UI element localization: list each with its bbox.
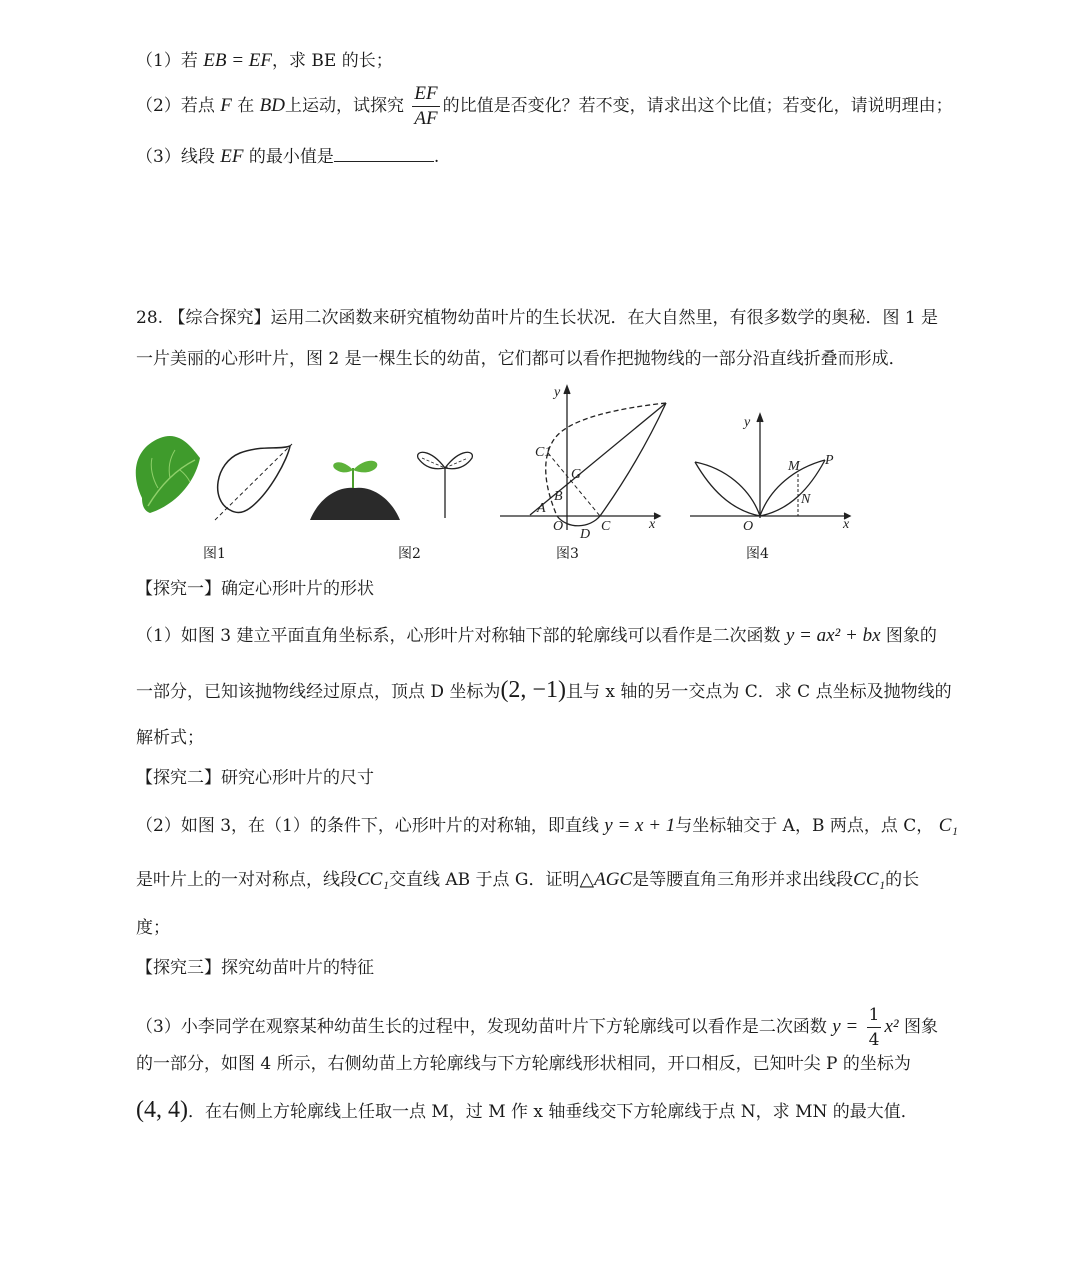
explore1-line2: 一部分，已知该抛物线经过原点，顶点 D 坐标为(2, −1)且与 x 轴的另一交点为 C．求 C 点坐标及抛物线的 <box>136 677 952 703</box>
fraction-one-quarter: $\frac{1}{4}$ <box>868 1005 880 1050</box>
explore3-title: 【探究三】探究幼苗叶片的特征 <box>136 958 374 978</box>
caption-fig1: 图1 <box>203 546 226 562</box>
fig3-upper-curve <box>546 403 666 516</box>
explore2-line1: （2）如图 3，在（1）的条件下，心形叶片的对称轴，即直线 y = x + 1与坐标轴交于 A，B 两点，点 C， C₁ <box>136 815 958 836</box>
e1-function: y = ax² + bx <box>785 625 881 646</box>
answer-blank <box>334 143 434 162</box>
fig4-label-o: O <box>743 519 754 534</box>
line-ab-equation: y = x + 1 <box>604 815 676 836</box>
explore3-line3: (4, 4)．在右侧上方轮廓线上任取一点 M，过 M 作 x 轴垂线交下方轮廓线于点 N，求 MN 的最大值． <box>136 1097 918 1123</box>
figure1-leaf-outline <box>215 444 292 520</box>
fig4-label-p: P <box>825 453 834 468</box>
leaf-tip-p: (4, 4) <box>136 1097 188 1123</box>
prev-part-3: （3）线段 EF 的最小值是 . <box>136 143 439 169</box>
fraction-ef-af: $\frac{EF}{AF}$ <box>414 83 438 129</box>
explore2-line3: 度； <box>136 918 170 938</box>
fig3-label-b: B <box>554 489 563 504</box>
fig3-lower-parabola <box>557 403 666 526</box>
fig3-label-x: x <box>649 517 656 532</box>
fig3-label-d: D <box>580 527 591 542</box>
prev-part-1: （1）若 EB = EF，求 BE 的长； <box>136 50 393 71</box>
explore1-title: 【探究一】确定心形叶片的形状 <box>136 579 374 599</box>
fig4-label-x: x <box>843 517 850 532</box>
fig3-label-o: O <box>553 519 564 534</box>
vertex-d: (2, −1) <box>500 677 566 703</box>
caption-fig3: 图3 <box>556 546 579 562</box>
fig3-label-g: G <box>571 467 582 482</box>
fig3-label-a: A <box>537 501 546 516</box>
prev-part-2: （2）若点 F 在 BD上运动，试探究 $\frac{EF}{AF}$ 的比值是否变化？若不变，请求出这个比值；若变化，请说明理由； <box>136 83 953 129</box>
explore1-line3: 解析式； <box>136 728 204 748</box>
figures-row <box>130 378 870 543</box>
explore2-line2: 是叶片上的一对对称点，线段CC₁交直线 AB 于点 G．证明△AGC是等腰直角三角形并求出线段CC₁的长 <box>136 869 920 890</box>
caption-fig4: 图4 <box>746 546 769 562</box>
fig3-label-c: C <box>601 519 611 534</box>
fig4-label-y: y <box>744 415 751 430</box>
figure1-leaf-photo <box>136 436 200 513</box>
eq-eb-ef: EB = EF <box>203 50 272 71</box>
fig3-label-y: y <box>554 385 561 400</box>
explore3-line2: 的一部分，如图 4 所示，右侧幼苗上方轮廓线与下方轮廓线形状相同，开口相反，已知叶尖 P 的坐标为 <box>136 1054 911 1074</box>
fig4-label-n: N <box>801 492 811 507</box>
q28-intro-line1: 28. 【综合探究】运用二次函数来研究植物幼苗叶片的生长状况．在大自然里，有很多数学的奥秘．图 1 是 <box>136 308 939 328</box>
fig3-cc1-segment <box>548 453 600 516</box>
q28-intro-line2: 一片美丽的心形叶片，图 2 是一棵生长的幼苗，它们都可以看作把抛物线的一部分沿直线折叠而形成． <box>136 349 906 369</box>
fig4-label-m: M <box>788 459 800 474</box>
figure2-seedling-outline <box>418 452 473 518</box>
explore2-title: 【探究二】研究心形叶片的尺寸 <box>136 768 374 788</box>
explore3-line1: （3）小李同学在观察某种幼苗生长的过程中，发现幼苗叶片下方轮廓线可以看作是二次函数 y = $\frac{1}{4}$ x² 图象 <box>136 1005 939 1050</box>
explore1-line1: （1）如图 3 建立平面直角坐标系，心形叶片对称轴下部的轮廓线可以看作是二次函数 y = ax² + bx 图象的 <box>136 625 937 646</box>
figure2-seedling-photo <box>310 461 400 520</box>
figure3-heart-leaf-graph <box>500 386 666 530</box>
caption-fig2: 图2 <box>398 546 421 562</box>
fig3-label-c1: C1 <box>535 445 552 460</box>
